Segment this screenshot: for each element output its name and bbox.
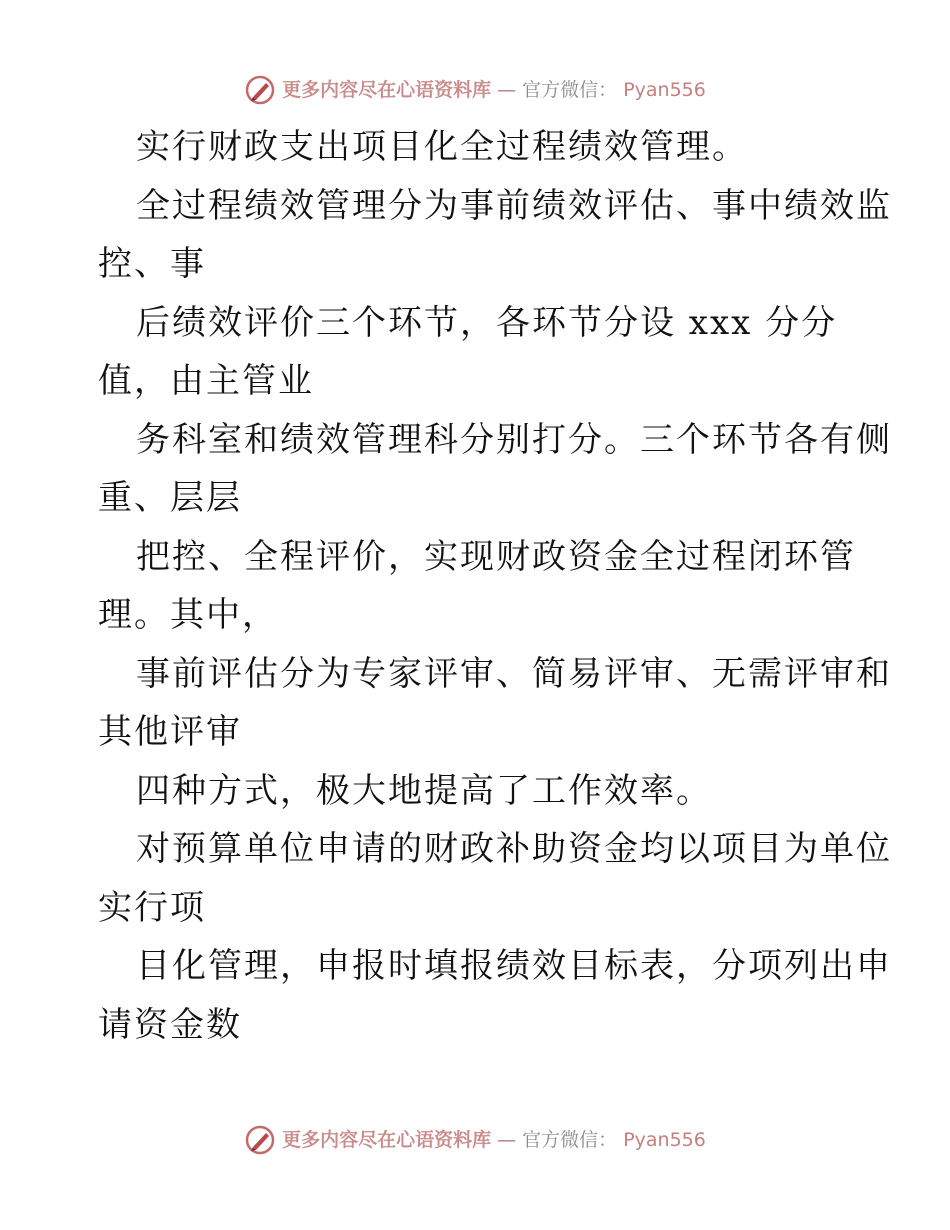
text-line: 请资金数 (98, 1004, 242, 1045)
watermark-dash: — (497, 1129, 517, 1151)
watermark-label: 官方微信： (522, 1129, 618, 1151)
watermark-wechat-id: Pyan556 (623, 1129, 706, 1151)
text-line: 实行财政支出项目化全过程绩效管理。 (136, 127, 748, 167)
text-line: 控、事 (98, 244, 206, 284)
text-line: 四种方式，极大地提高了工作效率。 (136, 770, 712, 811)
header-watermark (0, 74, 950, 106)
text-line: 其他评审 (98, 712, 242, 752)
text-line: 实行项 (98, 887, 206, 928)
watermark-dash: — (497, 79, 517, 101)
text-line: 务科室和绩效管理科分别打分。三个环节各有侧 (136, 419, 892, 460)
watermark-brand: 更多内容尽在心语资料库 (282, 79, 492, 101)
text-line: 后绩效评价三个环节，各环节分设 xxx 分分 (136, 302, 838, 343)
text-line: 理。其中， (98, 595, 278, 635)
text-line: 把控、全程评价，实现财政资金全过程闭环管 (136, 536, 856, 577)
document-body (98, 118, 892, 1054)
logo-pen-icon (244, 1124, 276, 1156)
text-line: 目化管理，申报时填报绩效目标表，分项列出申 (136, 946, 892, 986)
text-line: 全过程绩效管理分为事前绩效评估、事中绩效监 (136, 185, 892, 226)
footer-watermark (0, 1124, 950, 1156)
watermark-label: 官方微信： (522, 79, 618, 101)
watermark-brand: 更多内容尽在心语资料库 (282, 1129, 492, 1151)
watermark-wechat-id: Pyan556 (623, 79, 706, 101)
logo-pen-icon (244, 74, 276, 106)
text-line: 重、层层 (98, 478, 242, 518)
text-line: 对预算单位申请的财政补助资金均以项目为单位 (136, 829, 892, 869)
text-line: 值，由主管业 (98, 361, 314, 401)
text-line: 事前评估分为专家评审、简易评审、无需评审和 (136, 653, 892, 694)
